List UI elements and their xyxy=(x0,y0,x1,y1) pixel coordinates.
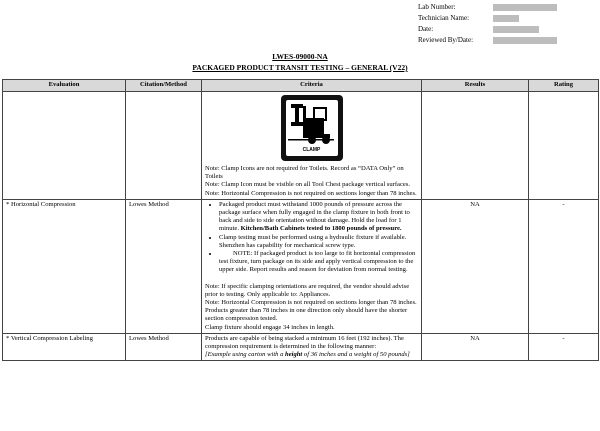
reviewed-label: Reviewed By/Date: xyxy=(418,36,474,44)
criteria-pressure-text: Packaged product must withstand 1000 pounds of pressure across the package surface when fully engaged in the clamp fixture in both front to back and side to side orientation without damage. Hold the load for 1 minute. xyxy=(219,200,410,233)
reviewed-redacted xyxy=(493,37,557,44)
criteria-vertical-compression xyxy=(202,333,422,361)
criteria-note-engage: Clamp fixture should engage 34 inches in length. xyxy=(205,323,335,331)
rating-vertical-compression: - xyxy=(529,333,599,361)
criteria-bullet-hydraulic: • Clamp testing must be performed using a hydraulic fixture if available. Shenzhen has capability for mechanical screw type. xyxy=(219,234,418,250)
evaluation-vertical-compression: * Vertical Compression Labeling xyxy=(3,333,126,361)
criteria-cabinets-bold: Kitchen/Bath Cabinets tested to 1800 pounds of pressure. xyxy=(240,225,402,233)
evaluation-horizontal-compression: * Horizontal Compression xyxy=(3,199,126,333)
criteria-horizontal-compression xyxy=(202,199,422,333)
header-results: Results xyxy=(422,80,529,92)
criteria-note-length: Note: Horizontal Compression is not required on sections longer than 78 inches. xyxy=(205,299,417,307)
header-criteria: Criteria xyxy=(202,80,422,92)
header-evaluation: Evaluation xyxy=(3,80,126,92)
lab-number-row xyxy=(418,2,557,13)
results-horizontal-compression: NA xyxy=(422,199,529,333)
criteria-example-post: of 36 inches and a weight of 50 pounds] xyxy=(302,351,410,359)
results-vertical-compression: NA xyxy=(422,333,529,361)
rating-horizontal-compression: - xyxy=(529,199,599,333)
criteria-note-shorter-section: Products greater than 78 inches in one direction only should have the shorter section compression tested. xyxy=(205,307,408,323)
cell-results-empty xyxy=(422,92,529,200)
reviewed-row xyxy=(418,35,557,46)
clamp-icon-label: CLAMP xyxy=(302,146,321,153)
criteria-stacking-text: Products are capable of being stacked a minimum 16 feet (192 inches). The compression requirement is determined in the following manner: xyxy=(205,334,404,351)
method-vertical-compression: Lowes Method xyxy=(126,333,202,361)
clamp-truck-graphic xyxy=(286,100,338,146)
criteria-example xyxy=(205,351,418,359)
criteria-bullet-note-large xyxy=(219,250,418,275)
criteria-bullet-pressure xyxy=(219,201,418,234)
document-title: PACKAGED PRODUCT TRANSIT TESTING – GENERAL (V22) xyxy=(192,63,408,72)
clamp-icon xyxy=(281,95,343,161)
table-header-row xyxy=(3,80,599,92)
method-horizontal-compression: Lowes Method xyxy=(126,199,202,333)
criteria-note-orientation: Note: If specific clamping orientations are required, the vendor should advise prior to testing. Only applicable to: Appliances. xyxy=(205,282,410,298)
technician-label: Technician Name: xyxy=(418,14,470,22)
lab-metadata xyxy=(418,2,557,46)
header-rating: Rating xyxy=(529,80,599,92)
clamp-note-tool-chest: Note: Clamp Icon must be visible on all Tool Chest package vertical surfaces. xyxy=(205,181,411,189)
lab-number-label: Lab Number: xyxy=(418,3,456,11)
date-redacted xyxy=(493,26,539,33)
table-row xyxy=(3,333,599,361)
criteria-example-height: height xyxy=(285,351,303,359)
clamp-note-horizontal: Note: Horizontal Compression is not required on sections longer than 78 inches. xyxy=(205,189,417,197)
clamp-note-toilets: Note: Clamp Icons are not required for Toilets. Record as “DATA Only” on Toilets xyxy=(205,165,404,181)
table-row xyxy=(3,199,599,333)
cell-method-empty xyxy=(126,92,202,200)
criteria-note-large-text: NOTE: If packaged product is too large to fit horizontal compression test fixture, turn package on its side and apply vertical compression to the upper side. Report results and reason for deviation from normal testing. xyxy=(219,250,416,274)
table-row xyxy=(3,92,599,200)
cell-evaluation-empty xyxy=(3,92,126,200)
header-method: Citation/Method xyxy=(126,80,202,92)
date-label: Date: xyxy=(418,25,434,33)
lab-number-redacted xyxy=(493,4,557,11)
document-id: LWES-09000-NA xyxy=(272,52,328,61)
technician-row xyxy=(418,13,557,24)
technician-redacted xyxy=(493,15,519,22)
cell-criteria-clamp-notes xyxy=(202,92,422,200)
date-row xyxy=(418,24,557,35)
cell-rating-empty xyxy=(529,92,599,200)
criteria-example-pre: [Example using carton with a xyxy=(205,351,286,359)
evaluation-table xyxy=(2,79,599,361)
criteria-bullet-list xyxy=(205,201,418,275)
